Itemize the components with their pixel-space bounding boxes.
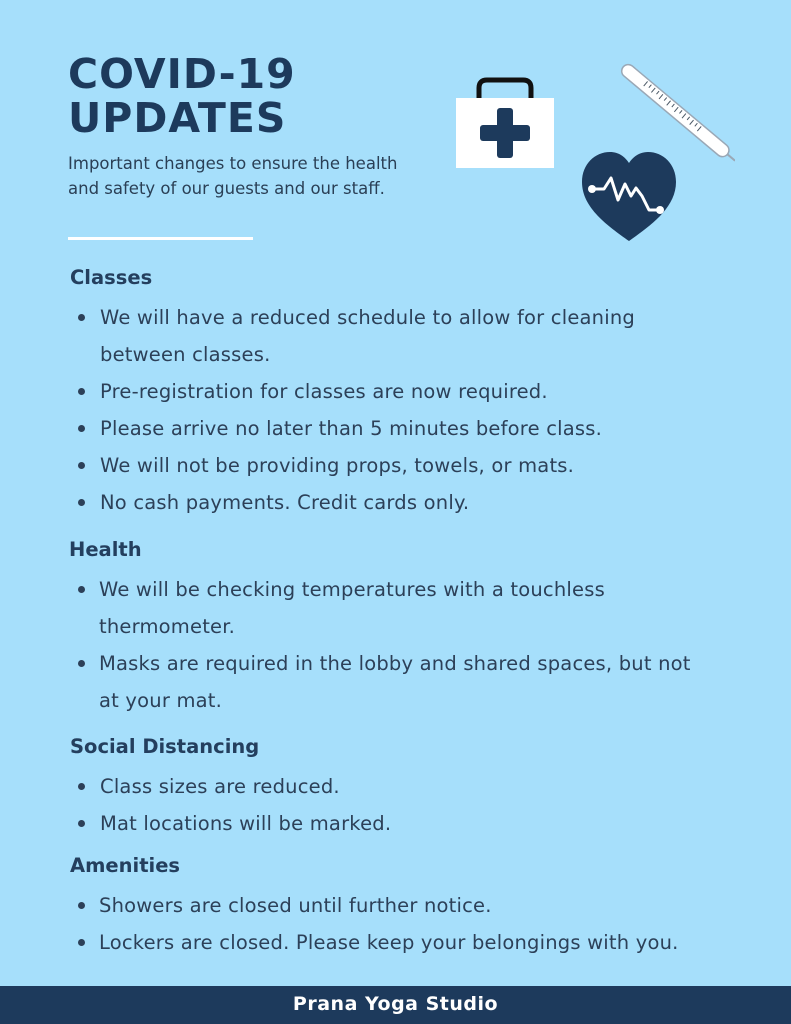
section-heading-health: Health	[69, 538, 142, 561]
list-item-text: We will be checking temperatures with a touchless thermometer.	[99, 578, 605, 638]
list-item-text: Class sizes are reduced.	[100, 775, 340, 798]
health-list	[0, 571, 791, 719]
bullet-dot	[78, 660, 85, 667]
title-divider	[68, 237, 253, 240]
bullet-dot	[78, 820, 85, 827]
bullet-dot	[78, 499, 85, 506]
list-item	[0, 410, 710, 447]
section-heading-social-distancing: Social Distancing	[70, 735, 260, 758]
section-heading-classes: Classes	[70, 266, 153, 289]
list-item-text: Masks are required in the lobby and shared spaces, but not at your mat.	[99, 652, 691, 712]
list-item-text: Lockers are closed. Please keep your belongings with you.	[99, 931, 679, 954]
list-item	[0, 924, 759, 961]
section-amenities	[0, 853, 791, 961]
social-distancing-list	[0, 768, 791, 842]
list-item-text: Pre-registration for classes are now required.	[100, 380, 548, 403]
section-social-distancing	[0, 734, 791, 842]
bullet-dot	[78, 586, 85, 593]
section-classes	[0, 265, 791, 521]
list-item-text: We will have a reduced schedule to allow for cleaning between classes.	[100, 306, 635, 366]
bullet-dot	[78, 314, 85, 321]
list-item-text: Mat locations will be marked.	[100, 812, 392, 835]
bullet-dot	[78, 783, 85, 790]
list-item	[0, 805, 710, 842]
bullet-dot	[78, 902, 85, 909]
first-aid-kit-icon	[454, 74, 556, 172]
bullet-dot	[78, 425, 85, 432]
footer-studio-name: Prana Yoga Studio	[292, 993, 499, 1015]
bullet-dot	[78, 939, 85, 946]
list-item	[0, 768, 710, 805]
title-line-2: UPDATES	[68, 94, 287, 142]
list-item	[0, 299, 710, 373]
bullet-dot	[78, 388, 85, 395]
list-item-text: We will not be providing props, towels, or mats.	[100, 454, 575, 477]
list-item	[0, 373, 710, 410]
section-heading-amenities: Amenities	[70, 854, 181, 877]
amenities-list	[0, 887, 791, 961]
list-item-text: Showers are closed until further notice.	[99, 894, 492, 917]
list-item	[0, 571, 709, 645]
list-item	[0, 447, 710, 484]
list-item-text: Please arrive no later than 5 minutes before class.	[100, 417, 602, 440]
list-item-text: No cash payments. Credit cards only.	[100, 491, 470, 514]
list-item	[0, 484, 710, 521]
heart-pulse-icon	[578, 148, 680, 244]
page-title	[68, 52, 296, 140]
footer-bar	[0, 986, 791, 1024]
subtitle: Important changes to ensure the health and safety of our guests and our staff.	[68, 154, 398, 198]
list-item	[0, 887, 759, 924]
title-line-1: COVID-19	[68, 50, 296, 98]
bullet-dot	[78, 462, 85, 469]
section-health	[0, 537, 791, 719]
classes-list	[0, 299, 791, 521]
list-item	[0, 645, 709, 719]
